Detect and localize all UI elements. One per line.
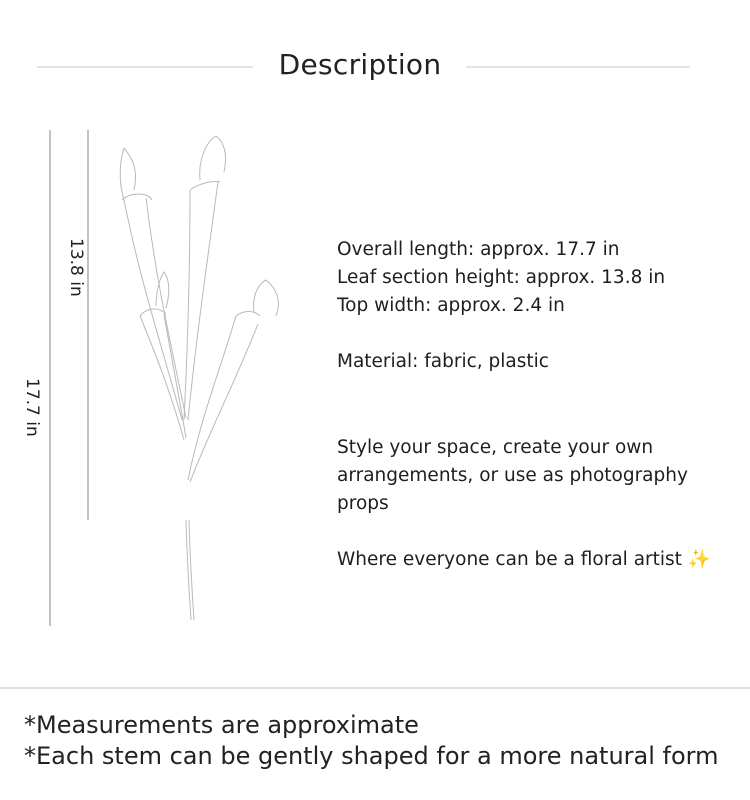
notes [24,710,719,772]
tagline: Where everyone can be a floral artist [337,549,682,570]
page-title: Description [278,48,442,81]
leaf-section-dimension-label: 13.8 in [66,238,86,297]
plant-sketch [0,120,330,640]
sparkle-icon: ✨ [687,549,711,570]
title-row [0,44,750,88]
overall-dimension-label: 17.7 in [22,378,42,437]
spec-overall-length: Overall length: approx. 17.7 in [337,239,620,260]
notes-divider [0,687,750,689]
note-shaping: *Each stem can be gently shaped for a more natural form [24,742,719,770]
product-specs [337,236,737,574]
tagline-row [337,546,737,574]
spec-material: Material: fabric, plastic [337,351,549,372]
note-measurements: *Measurements are approximate [24,711,419,739]
plant-drawing [120,136,278,620]
spec-leaf-height: Leaf section height: approx. 13.8 in [337,267,666,288]
title-divider-right [466,66,690,68]
spec-top-width: Top width: approx. 2.4 in [337,295,565,316]
plant-illustration [0,120,330,640]
title-divider-left [37,66,253,68]
style-text: Style your space, create your own arrangements, or use as photography props [337,437,688,514]
